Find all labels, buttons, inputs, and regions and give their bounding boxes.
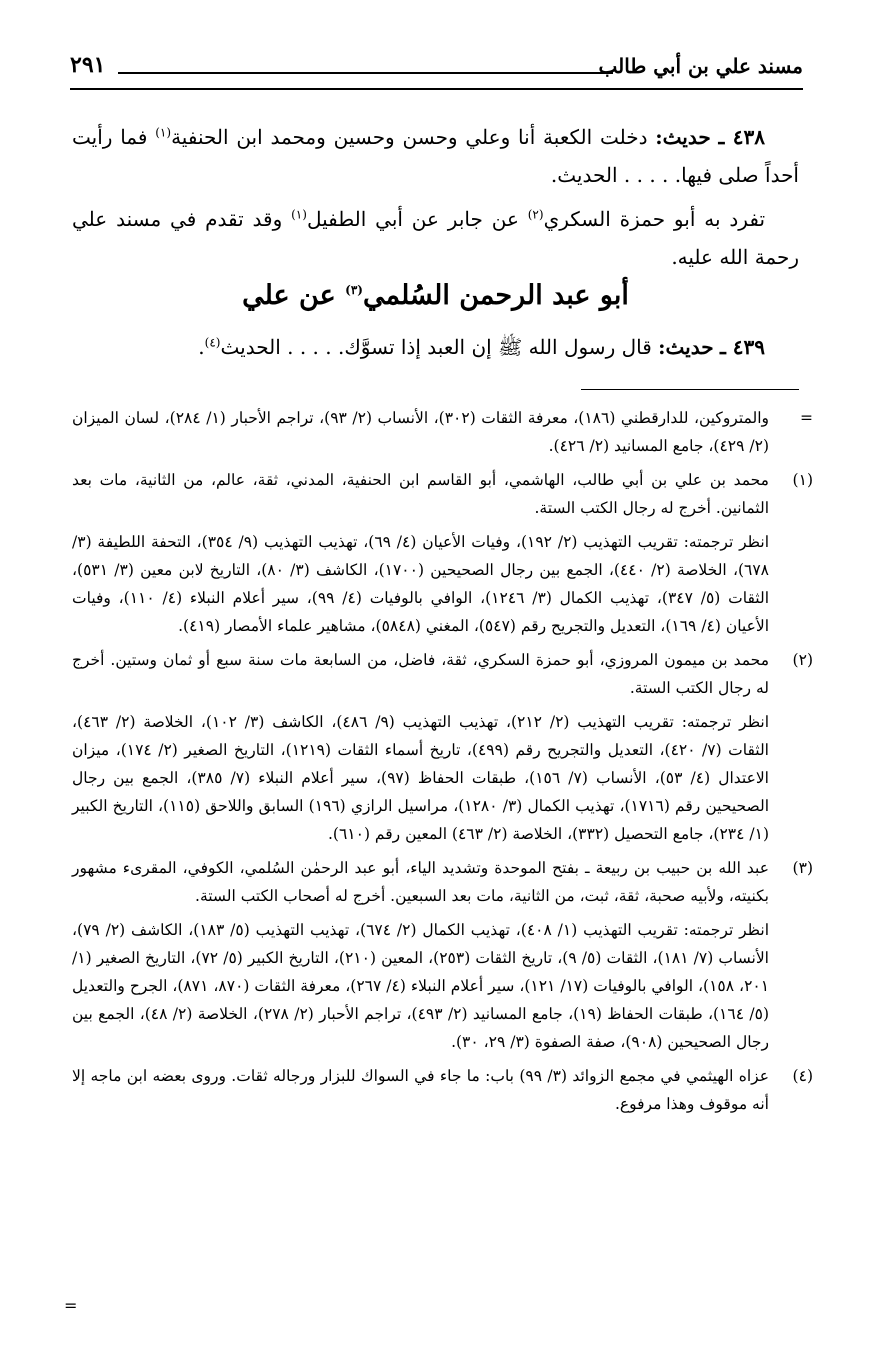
footnote-ref[interactable]: (٤) bbox=[204, 335, 221, 350]
footnote-text: عبد الله بن حبيب بن ربيعة ـ بفتح الموحدة وتشديد الياء، أبو عبد الرحمٰن السُلمي، الكوفي، المقرىء مشهور بكنيته، ولأبيه صحبة، ثقة، ثبت، من الثانية، مات بعد السبعين. أخرج له أصحاب الكتب الستة. bbox=[72, 859, 769, 905]
footnote-text: انظر ترجمته: تقريب التهذيب (٢/ ٢١٢)، تهذيب التهذيب (٩/ ٤٨٦)، الكاشف (٣/ ١٠٢)، الخلاصة (٢/ ٤٦٣)، الثقات (٧/ ٤٢٠)، التعديل والتجريح رقم (٤٩٩)، تاريخ أسماء الثقات (١٢١٩)، التاريخ الصغير (٢/ ١٧٤)، ميزان الاعتدال (٤/ ٥٣)، الأنساب (٧/ ١٥٦)، طبقات الحفاظ (٩٧)، سير أعلام النبلاء (٧/ ٣٨٥)، الجمع بين رجال الصحيحين رقم (١٧١٦)، تهذيب الكمال (٣/ ١٢٨٠)، مراسيل الرازي (١٩٦) السابق واللاحق (١١٥)، التاريخ الكبير (١/ ٢٣٤)، جامع التحصيل (٣٣٢)، الخلاصة (٢/ ٤٦٣) المعين رقم (٦١٠). bbox=[72, 713, 770, 843]
footnote-4 bbox=[72, 1062, 813, 1118]
footnote-continued bbox=[72, 404, 813, 460]
hadith-438-note bbox=[72, 200, 799, 276]
footnote-mark: (٣) bbox=[792, 859, 813, 877]
header-line bbox=[118, 72, 613, 74]
hadith-number: ٤٣٨ ـ bbox=[718, 125, 766, 149]
section-heading-text: عن علي bbox=[242, 280, 336, 311]
hadith-keyword: حديث: bbox=[658, 335, 714, 359]
footnote-ref[interactable]: (٢) bbox=[527, 207, 544, 222]
main-text-2 bbox=[72, 328, 799, 366]
hadith-438 bbox=[72, 118, 799, 194]
hadith-keyword: حديث: bbox=[655, 125, 711, 149]
footnote-mark: = bbox=[800, 409, 813, 427]
footnote-continuation-mark: = bbox=[64, 1296, 78, 1315]
hadith-text: قال رسول الله ﷺ إن العبد إذا تسوَّك. . . . . الحديث bbox=[220, 335, 652, 359]
page-number: ٢٩١ bbox=[70, 52, 106, 78]
footnote-mark: (١) bbox=[792, 471, 813, 489]
note-text: وقد تقدم في مسند علي رحمة الله عليه. bbox=[72, 207, 799, 269]
hadith-end: . bbox=[198, 335, 205, 359]
footnote-mark: (٢) bbox=[792, 651, 813, 669]
footnote-3 bbox=[72, 854, 813, 1056]
footnote-text: محمد بن علي بن أبي طالب، الهاشمي، أبو القاسم ابن الحنفية، المدني، ثقة، عالم، من الثانية، مات بعد الثمانين. أخرج له رجال الكتب الستة. bbox=[72, 471, 769, 517]
footnote-text: محمد بن ميمون المروزي، أبو حمزة السكري، ثقة، فاضل، من السابعة مات سنة سبع أو ثمان وستين. أخرج له رجال الكتب الستة. bbox=[72, 651, 769, 697]
hadith-text-continued: فما رأيت أحداً صلى فيها. . . . . الحديث. bbox=[72, 125, 799, 187]
footnote-ref[interactable]: (١) bbox=[155, 125, 172, 140]
header-rule bbox=[70, 88, 803, 90]
footnote-text: والمتروكين، للدارقطني (١٨٦)، معرفة الثقات (٣٠٢)، الأنساب (٢/ ٩٣)، تراجم الأحبار (١/ ٢٨٤)، لسان الميزان (٢/ ٤٢٩)، جامع المسانيد (٢/ ٤٢٦). bbox=[72, 409, 770, 455]
section-heading-text: أبو عبد الرحمن السُلمي bbox=[362, 280, 629, 311]
note-text: عن جابر عن أبي الطفيل bbox=[306, 207, 519, 231]
footnote-text: انظر ترجمته: تقريب التهذيب (٢/ ١٩٢)، وفيات الأعيان (٤/ ٦٩)، تهذيب التهذيب (٩/ ٣٥٤)، التحفة اللطيفة (٣/ ٦٧٨)، الخلاصة (٢/ ٤٤٠)، الجمع بين رجال الصحيحين (١٧٠٠)، الكاشف (٣/ ٨٠)، التاريخ لابن معين (٣/ ٥٣١)، الثقات (٥/ ٣٤٧)، تهذيب الكمال (٣/ ١٢٤٦)، الوافي بالوفيات (٤/ ٩٩)، سير أعلام النبلاء (٤/ ١١٠)، وفيات الأعيان (٤/ ١٦٩)، التعديل والتجريح رقم (٥٤٧)، المغني (٥٨٤٨)، مشاهير علماء الأمصار (٤١٩). bbox=[72, 533, 770, 635]
note-text: تفرد به أبو حمزة السكري bbox=[543, 207, 766, 231]
hadith-439 bbox=[72, 328, 799, 366]
hadith-text: دخلت الكعبة أنا وعلي وحسن وحسين ومحمد ابن الحنفية bbox=[171, 125, 648, 149]
footnotes bbox=[72, 404, 813, 1124]
page-header bbox=[70, 52, 803, 92]
footnote-2 bbox=[72, 646, 813, 848]
main-text bbox=[72, 118, 799, 282]
running-title: مسند علي بن أبي طالب bbox=[598, 54, 803, 78]
footnote-ref[interactable]: (٣) bbox=[345, 283, 363, 297]
section-heading bbox=[72, 280, 799, 311]
footnote-1 bbox=[72, 466, 813, 640]
footnote-mark: (٤) bbox=[792, 1067, 813, 1085]
hadith-number: ٤٣٩ ـ bbox=[719, 335, 765, 359]
footnote-ref[interactable]: (١) bbox=[291, 207, 307, 222]
footnote-text: عزاه الهيثمي في مجمع الزوائد (٣/ ٩٩) باب: ما جاء في السواك للبزار ورجاله ثقات. وروى بعضه ابن ماجه إلا أنه موقوف وهذا مرفوع. bbox=[72, 1067, 769, 1113]
footnote-separator bbox=[581, 389, 799, 390]
footnote-text: انظر ترجمته: تقريب التهذيب (١/ ٤٠٨)، تهذيب الكمال (٢/ ٦٧٤)، تهذيب التهذيب (٥/ ١٨٣)، الكاشف (٢/ ٧٩)، الأنساب (٧/ ١٨١)، الثقات (٥/ ٩)، تاريخ الثقات (٢٥٣)، المعين (٢١٠)، التاريخ الكبير (٥/ ٧٢)، التاريخ الصغير (١/ ٢٠١، ١٥٨)، الوافي بالوفيات (١٧/ ١٢١)، سير أعلام النبلاء (٤/ ٢٦٧)، معرفة الثقات (٨٧٠، ٨٧١)، الجرح والتعديل (٥/ ١٦٤)، طبقات الحفاظ (١٩)، جامع المسانيد (٢/ ٤٩٣)، تراجم الأحبار (٢/ ٢٧٨)، الخلاصة (٢/ ٤٨)، الجمع بين رجال الصحيحين (٩٠٨)، صفة الصفوة (٣/ ٢٩، ٣٠). bbox=[72, 921, 770, 1051]
